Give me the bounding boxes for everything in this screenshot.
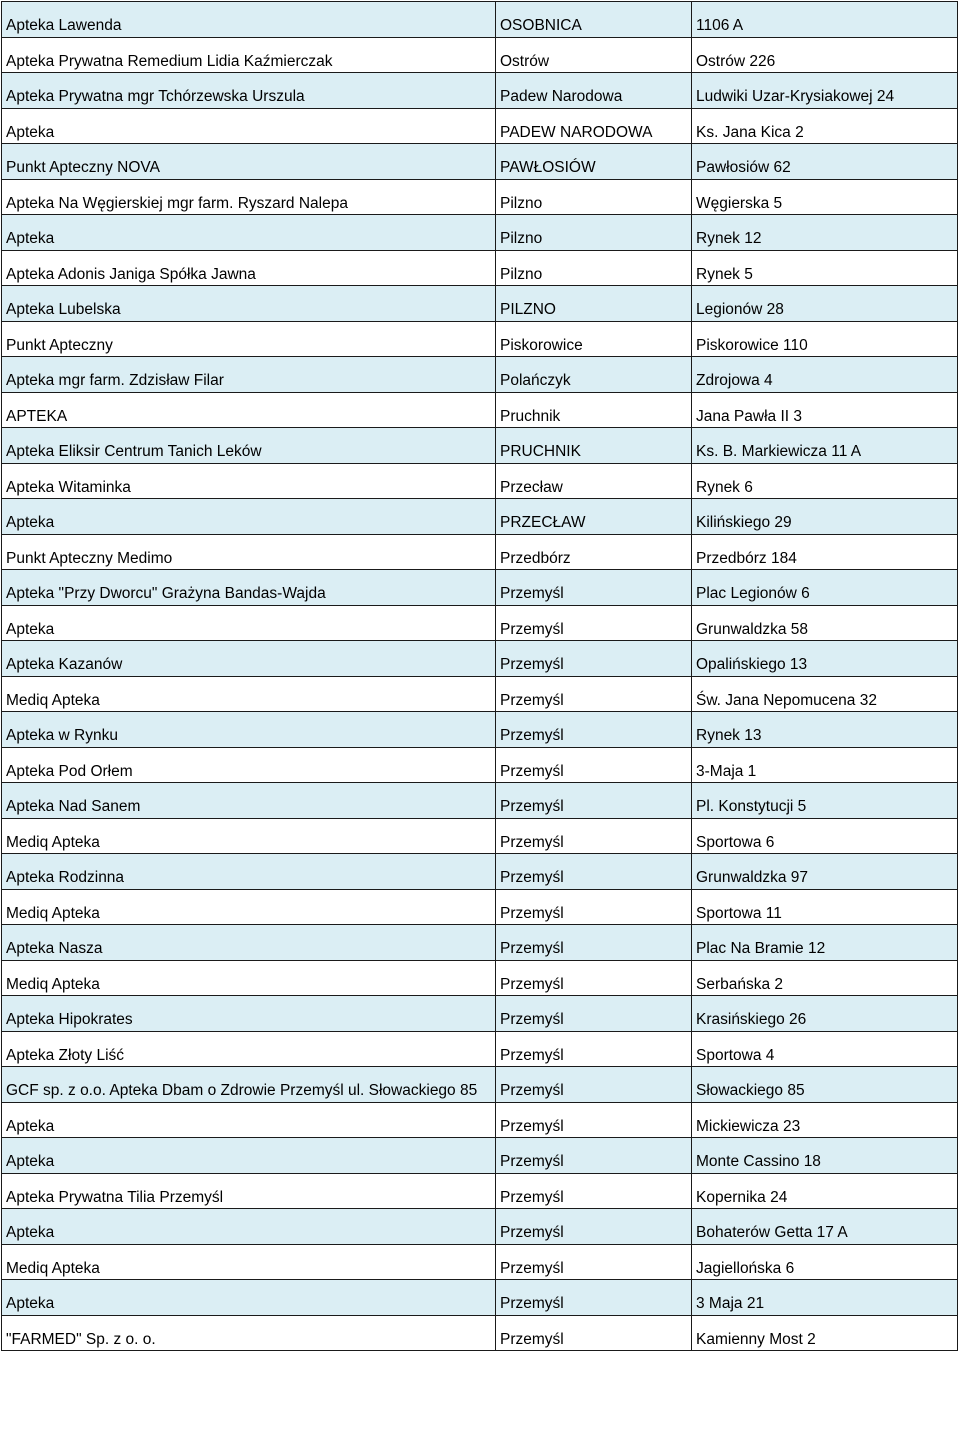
city-cell: PILZNO	[496, 286, 692, 322]
pharmacy-table	[1, 1, 958, 1351]
city-cell: Przemyśl	[496, 783, 692, 819]
table-row	[2, 783, 958, 819]
address-cell: Legionów 28	[692, 286, 958, 322]
city-cell: Przemyśl	[496, 1138, 692, 1174]
city-cell: Przemyśl	[496, 747, 692, 783]
address-cell: Opalińskiego 13	[692, 641, 958, 677]
city-cell: Polańczyk	[496, 357, 692, 393]
table-row	[2, 463, 958, 499]
pharmacy-name-cell: Apteka	[2, 605, 496, 641]
table-row	[2, 1280, 958, 1316]
city-cell: Przemyśl	[496, 854, 692, 890]
pharmacy-name-cell: APTEKA	[2, 392, 496, 428]
city-cell: Przecław	[496, 463, 692, 499]
table-row	[2, 605, 958, 641]
city-cell: Przedbórz	[496, 534, 692, 570]
address-cell: Przedbórz 184	[692, 534, 958, 570]
address-cell: Monte Cassino 18	[692, 1138, 958, 1174]
city-cell: PRZECŁAW	[496, 499, 692, 535]
city-cell: Przemyśl	[496, 641, 692, 677]
table-body	[2, 2, 958, 1351]
address-cell: Ks. B. Markiewicza 11 A	[692, 428, 958, 464]
pharmacy-name-cell: Apteka Hipokrates	[2, 996, 496, 1032]
address-cell: Plac Legionów 6	[692, 570, 958, 606]
pharmacy-name-cell: Mediq Apteka	[2, 676, 496, 712]
address-cell: Rynek 5	[692, 250, 958, 286]
pharmacy-name-cell: Apteka w Rynku	[2, 712, 496, 748]
address-cell: Bohaterów Getta 17 A	[692, 1209, 958, 1245]
address-cell: Sportowa 11	[692, 889, 958, 925]
table-row	[2, 215, 958, 251]
address-cell: Kopernika 24	[692, 1173, 958, 1209]
address-cell: Ostrów 226	[692, 37, 958, 73]
table-row	[2, 747, 958, 783]
pharmacy-name-cell: Apteka	[2, 1138, 496, 1174]
address-cell: Rynek 12	[692, 215, 958, 251]
table-row	[2, 1138, 958, 1174]
table-row	[2, 428, 958, 464]
pharmacy-name-cell: Apteka Na Węgierskiej mgr farm. Ryszard Nalepa	[2, 179, 496, 215]
table-row	[2, 712, 958, 748]
table-row	[2, 889, 958, 925]
city-cell: Przemyśl	[496, 925, 692, 961]
table-row	[2, 1031, 958, 1067]
table-row	[2, 73, 958, 109]
city-cell: Ostrów	[496, 37, 692, 73]
pharmacy-name-cell: Punkt Apteczny Medimo	[2, 534, 496, 570]
table-row	[2, 960, 958, 996]
pharmacy-name-cell: Apteka Złoty Liść	[2, 1031, 496, 1067]
pharmacy-name-cell: Mediq Apteka	[2, 889, 496, 925]
pharmacy-name-cell: Apteka Nasza	[2, 925, 496, 961]
pharmacy-name-cell: Mediq Apteka	[2, 960, 496, 996]
table-row	[2, 144, 958, 180]
address-cell: Kamienny Most 2	[692, 1315, 958, 1351]
address-cell: Krasińskiego 26	[692, 996, 958, 1032]
pharmacy-name-cell: Apteka Pod Orłem	[2, 747, 496, 783]
city-cell: Przemyśl	[496, 1315, 692, 1351]
city-cell: Przemyśl	[496, 1173, 692, 1209]
pharmacy-name-cell: Apteka	[2, 1280, 496, 1316]
table-row	[2, 37, 958, 73]
city-cell: Przemyśl	[496, 889, 692, 925]
pharmacy-name-cell: Mediq Apteka	[2, 1244, 496, 1280]
address-cell: Św. Jana Nepomucena 32	[692, 676, 958, 712]
table-row	[2, 1209, 958, 1245]
city-cell: PRUCHNIK	[496, 428, 692, 464]
pharmacy-name-cell: Apteka Kazanów	[2, 641, 496, 677]
city-cell: Piskorowice	[496, 321, 692, 357]
city-cell: Przemyśl	[496, 1102, 692, 1138]
table-row	[2, 1102, 958, 1138]
pharmacy-name-cell: Apteka Witaminka	[2, 463, 496, 499]
pharmacy-name-cell: Apteka Prywatna Tilia Przemyśl	[2, 1173, 496, 1209]
pharmacy-name-cell: Punkt Apteczny NOVA	[2, 144, 496, 180]
address-cell: Słowackiego 85	[692, 1067, 958, 1103]
table-row	[2, 534, 958, 570]
pharmacy-name-cell: Apteka Adonis Janiga Spółka Jawna	[2, 250, 496, 286]
address-cell: 1106 A	[692, 2, 958, 38]
pharmacy-name-cell: Apteka	[2, 108, 496, 144]
city-cell: Przemyśl	[496, 1031, 692, 1067]
table-row	[2, 1244, 958, 1280]
pharmacy-name-cell: Apteka	[2, 1102, 496, 1138]
city-cell: Pruchnik	[496, 392, 692, 428]
address-cell: Zdrojowa 4	[692, 357, 958, 393]
pharmacy-name-cell: "FARMED" Sp. z o. o.	[2, 1315, 496, 1351]
table-row	[2, 321, 958, 357]
pharmacy-name-cell: Apteka Nad Sanem	[2, 783, 496, 819]
pharmacy-name-cell: Apteka	[2, 215, 496, 251]
table-row	[2, 286, 958, 322]
address-cell: Jana Pawła II 3	[692, 392, 958, 428]
table-row	[2, 2, 958, 38]
table-row	[2, 108, 958, 144]
city-cell: Przemyśl	[496, 1280, 692, 1316]
address-cell: Jagiellońska 6	[692, 1244, 958, 1280]
table-row	[2, 1315, 958, 1351]
table-row	[2, 925, 958, 961]
pharmacy-name-cell: Apteka	[2, 499, 496, 535]
address-cell: Węgierska 5	[692, 179, 958, 215]
pharmacy-name-cell: Apteka "Przy Dworcu" Grażyna Bandas-Wajda	[2, 570, 496, 606]
address-cell: Plac Na Bramie 12	[692, 925, 958, 961]
city-cell: PADEW NARODOWA	[496, 108, 692, 144]
address-cell: Grunwaldzka 58	[692, 605, 958, 641]
address-cell: Grunwaldzka 97	[692, 854, 958, 890]
address-cell: Pl. Konstytucji 5	[692, 783, 958, 819]
table-row	[2, 499, 958, 535]
table-row	[2, 392, 958, 428]
table-row	[2, 570, 958, 606]
city-cell: Przemyśl	[496, 605, 692, 641]
city-cell: Przemyśl	[496, 676, 692, 712]
pharmacy-name-cell: Apteka Rodzinna	[2, 854, 496, 890]
table-row	[2, 1173, 958, 1209]
address-cell: 3-Maja 1	[692, 747, 958, 783]
address-cell: 3 Maja 21	[692, 1280, 958, 1316]
city-cell: Przemyśl	[496, 1067, 692, 1103]
address-cell: Ludwiki Uzar-Krysiakowej 24	[692, 73, 958, 109]
table-row	[2, 179, 958, 215]
table-row	[2, 641, 958, 677]
pharmacy-name-cell: Apteka mgr farm. Zdzisław Filar	[2, 357, 496, 393]
address-cell: Rynek 13	[692, 712, 958, 748]
city-cell: Pilzno	[496, 215, 692, 251]
table-row	[2, 996, 958, 1032]
city-cell: PAWŁOSIÓW	[496, 144, 692, 180]
pharmacy-name-cell: GCF sp. z o.o. Apteka Dbam o Zdrowie Przemyśl ul. Słowackiego 85	[2, 1067, 496, 1103]
city-cell: Padew Narodowa	[496, 73, 692, 109]
pharmacy-name-cell: Apteka Prywatna mgr Tchórzewska Urszula	[2, 73, 496, 109]
address-cell: Sportowa 4	[692, 1031, 958, 1067]
pharmacy-name-cell: Punkt Apteczny	[2, 321, 496, 357]
table-row	[2, 854, 958, 890]
pharmacy-name-cell: Apteka Eliksir Centrum Tanich Leków	[2, 428, 496, 464]
address-cell: Kilińskiego 29	[692, 499, 958, 535]
pharmacy-name-cell: Mediq Apteka	[2, 818, 496, 854]
address-cell: Pawłosiów 62	[692, 144, 958, 180]
city-cell: Przemyśl	[496, 570, 692, 606]
city-cell: Przemyśl	[496, 960, 692, 996]
city-cell: Przemyśl	[496, 712, 692, 748]
pharmacy-name-cell: Apteka Prywatna Remedium Lidia Kaźmierczak	[2, 37, 496, 73]
address-cell: Ks. Jana Kica 2	[692, 108, 958, 144]
address-cell: Rynek 6	[692, 463, 958, 499]
city-cell: Przemyśl	[496, 1209, 692, 1245]
pharmacy-name-cell: Apteka	[2, 1209, 496, 1245]
table-row	[2, 357, 958, 393]
city-cell: Przemyśl	[496, 1244, 692, 1280]
table-row	[2, 818, 958, 854]
address-cell: Piskorowice 110	[692, 321, 958, 357]
city-cell: Pilzno	[496, 250, 692, 286]
table-row	[2, 1067, 958, 1103]
pharmacy-name-cell: Apteka Lawenda	[2, 2, 496, 38]
city-cell: Przemyśl	[496, 996, 692, 1032]
address-cell: Serbańska 2	[692, 960, 958, 996]
address-cell: Mickiewicza 23	[692, 1102, 958, 1138]
city-cell: OSOBNICA	[496, 2, 692, 38]
table-row	[2, 676, 958, 712]
city-cell: Pilzno	[496, 179, 692, 215]
address-cell: Sportowa 6	[692, 818, 958, 854]
table-row	[2, 250, 958, 286]
pharmacy-name-cell: Apteka Lubelska	[2, 286, 496, 322]
city-cell: Przemyśl	[496, 818, 692, 854]
